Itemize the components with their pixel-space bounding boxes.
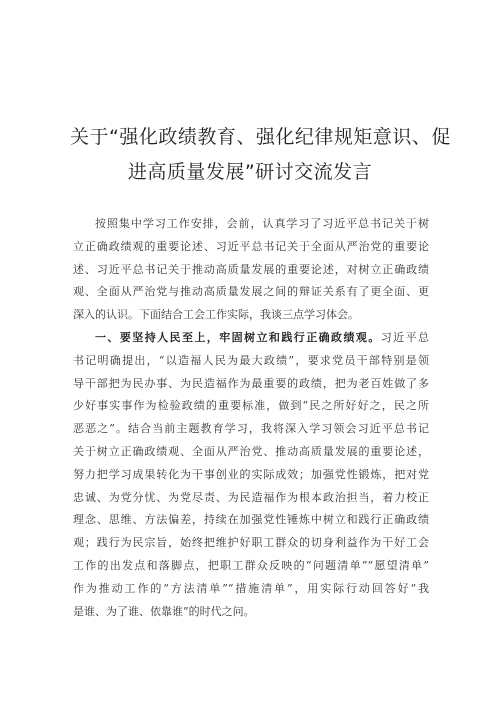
- section-1-line: 努力把学习成果转化为干事创业的实际成效；加强党性锻炼，把对党: [73, 467, 429, 481]
- intro-line: 观、全面从严治党与推动高质量发展之间的辩证关系有了更全面、更: [73, 285, 429, 299]
- section-1-heading-tail: 习近平总: [380, 330, 429, 344]
- intro-line: 按照集中学习工作安排，会前，认真学习了习近平总书记关于树: [95, 217, 429, 230]
- title-line-1: 关于“强化政绩教育、强化纪律规矩意识、促: [70, 126, 451, 148]
- section-1-line: 作为推动工作的“方法清单”“措施清单”，用实际行动回答好“我: [73, 581, 429, 595]
- section-1-line: 忠诚、为党分忧、为党尽责、为民造福作为根本政治担当，着力校正: [73, 490, 429, 504]
- intro-line: 深入的认识。下面结合工会工作实际，我谈三点学习体会。: [73, 308, 359, 322]
- section-1-first-line: [73, 327, 429, 350]
- section-1-line: 观；践行为民宗旨，始终把维护好职工群众的切身利益作为干好工会: [73, 536, 429, 550]
- section-1-line: 是谁、为了谁、依靠谁”的时代之问。: [73, 604, 255, 618]
- section-1-heading: 一、要坚持人民至上，牢固树立和践行正确政绩观。: [95, 330, 381, 344]
- section-1-line: 关于树立正确政绩观、全面从严治党、推动高质量发展的重要论述，: [73, 444, 429, 458]
- document-body: [73, 213, 429, 623]
- document-title: [70, 120, 451, 190]
- title-line-2: 进高质量发展”研讨交流发言: [127, 161, 373, 183]
- intro-line: 立正确政绩观的重要论述、习近平总书记关于全面从严治党的重要论: [73, 239, 429, 253]
- section-1-line: 恶恶之”。结合当前主题教育学习，我将深入学习领会习近平总书记: [73, 422, 429, 436]
- section-1-line: 少好事实事作为检验政绩的重要标准，做到“民之所好好之，民之所: [73, 399, 429, 413]
- section-1-line: 导干部把为民办事、为民造福作为最重要的政绩，把为老百姓做了多: [73, 376, 429, 390]
- intro-line: 述、习近平总书记关于推动高质量发展的重要论述，对树立正确政绩: [73, 262, 429, 276]
- section-1-line: 书记明确提出，“以造福人民为最大政绩”，要求党员干部特别是领: [73, 353, 429, 367]
- section-1-line: 理念、思维、方法偏差，持续在加强党性锤炼中树立和践行正确政绩: [73, 513, 429, 527]
- section-1-line: 工作的出发点和落脚点，把职工群众反映的“问题清单”“愿望清单”: [73, 558, 429, 572]
